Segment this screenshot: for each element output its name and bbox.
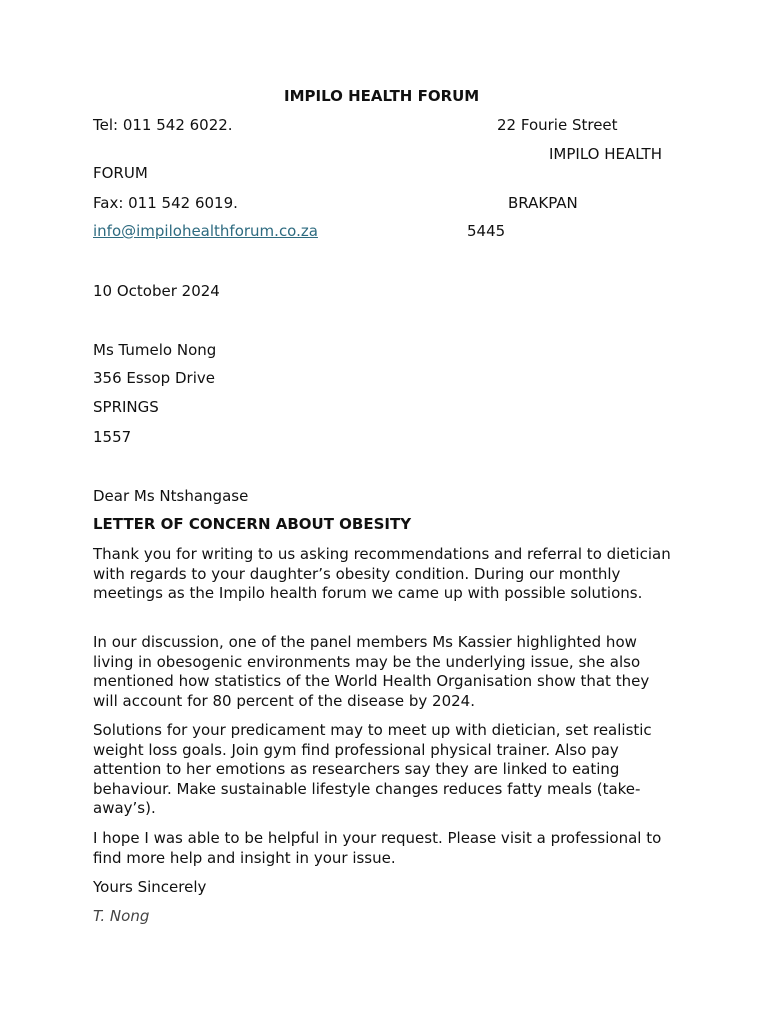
letterhead-title: IMPILO HEALTH FORUM [284, 87, 480, 105]
recipient-postal-code: 1557 [93, 428, 132, 446]
address-street: 22 Fourie Street [497, 116, 618, 134]
closing: Yours Sincerely [93, 878, 207, 896]
recipient-city: SPRINGS [93, 398, 159, 416]
recipient-street: 356 Essop Drive [93, 369, 215, 387]
address-org-name: IMPILO HEALTH [549, 145, 662, 163]
telephone-line: Tel: 011 542 6022. [93, 116, 233, 134]
body-paragraph-1: Thank you for writing to us asking recommendations and referral to dietician with regards to your daughter’s obesity condition. During our monthly meetings as the Impilo health forum we came up with possible solutions. [93, 545, 671, 603]
email-link[interactable]: info@impilohealthforum.co.za [93, 222, 318, 240]
address-postal-code: 5445 [467, 222, 506, 240]
body-paragraph-3: Solutions for your predicament may to meet up with dietician, set realistic weight loss goals. Join gym find professional physical trainer. Also pay attention to her emotions as researchers say they are linked to eating behaviour. Make sustainable lifestyle changes reduces fatty meals (take-away’s). [93, 721, 652, 818]
signature: T. Nong [93, 907, 150, 925]
subject-line: LETTER OF CONCERN ABOUT OBESITY [93, 515, 412, 533]
fax-line: Fax: 011 542 6019. [93, 194, 238, 212]
salutation: Dear Ms Ntshangase [93, 487, 249, 505]
recipient-name: Ms Tumelo Nong [93, 341, 217, 359]
body-paragraph-2: In our discussion, one of the panel members Ms Kassier highlighted how living in obesogenic environments may be the underlying issue, she also mentioned how statistics of the World Health Organisation show that they will account for 80 percent of the disease by 2024. [93, 633, 650, 710]
letter-date: 10 October 2024 [93, 282, 220, 300]
address-org-name-wrap: FORUM [93, 164, 148, 182]
body-paragraph-4: I hope I was able to be helpful in your request. Please visit a professional to find more help and insight in your issue. [93, 829, 662, 867]
address-city: BRAKPAN [508, 194, 578, 212]
